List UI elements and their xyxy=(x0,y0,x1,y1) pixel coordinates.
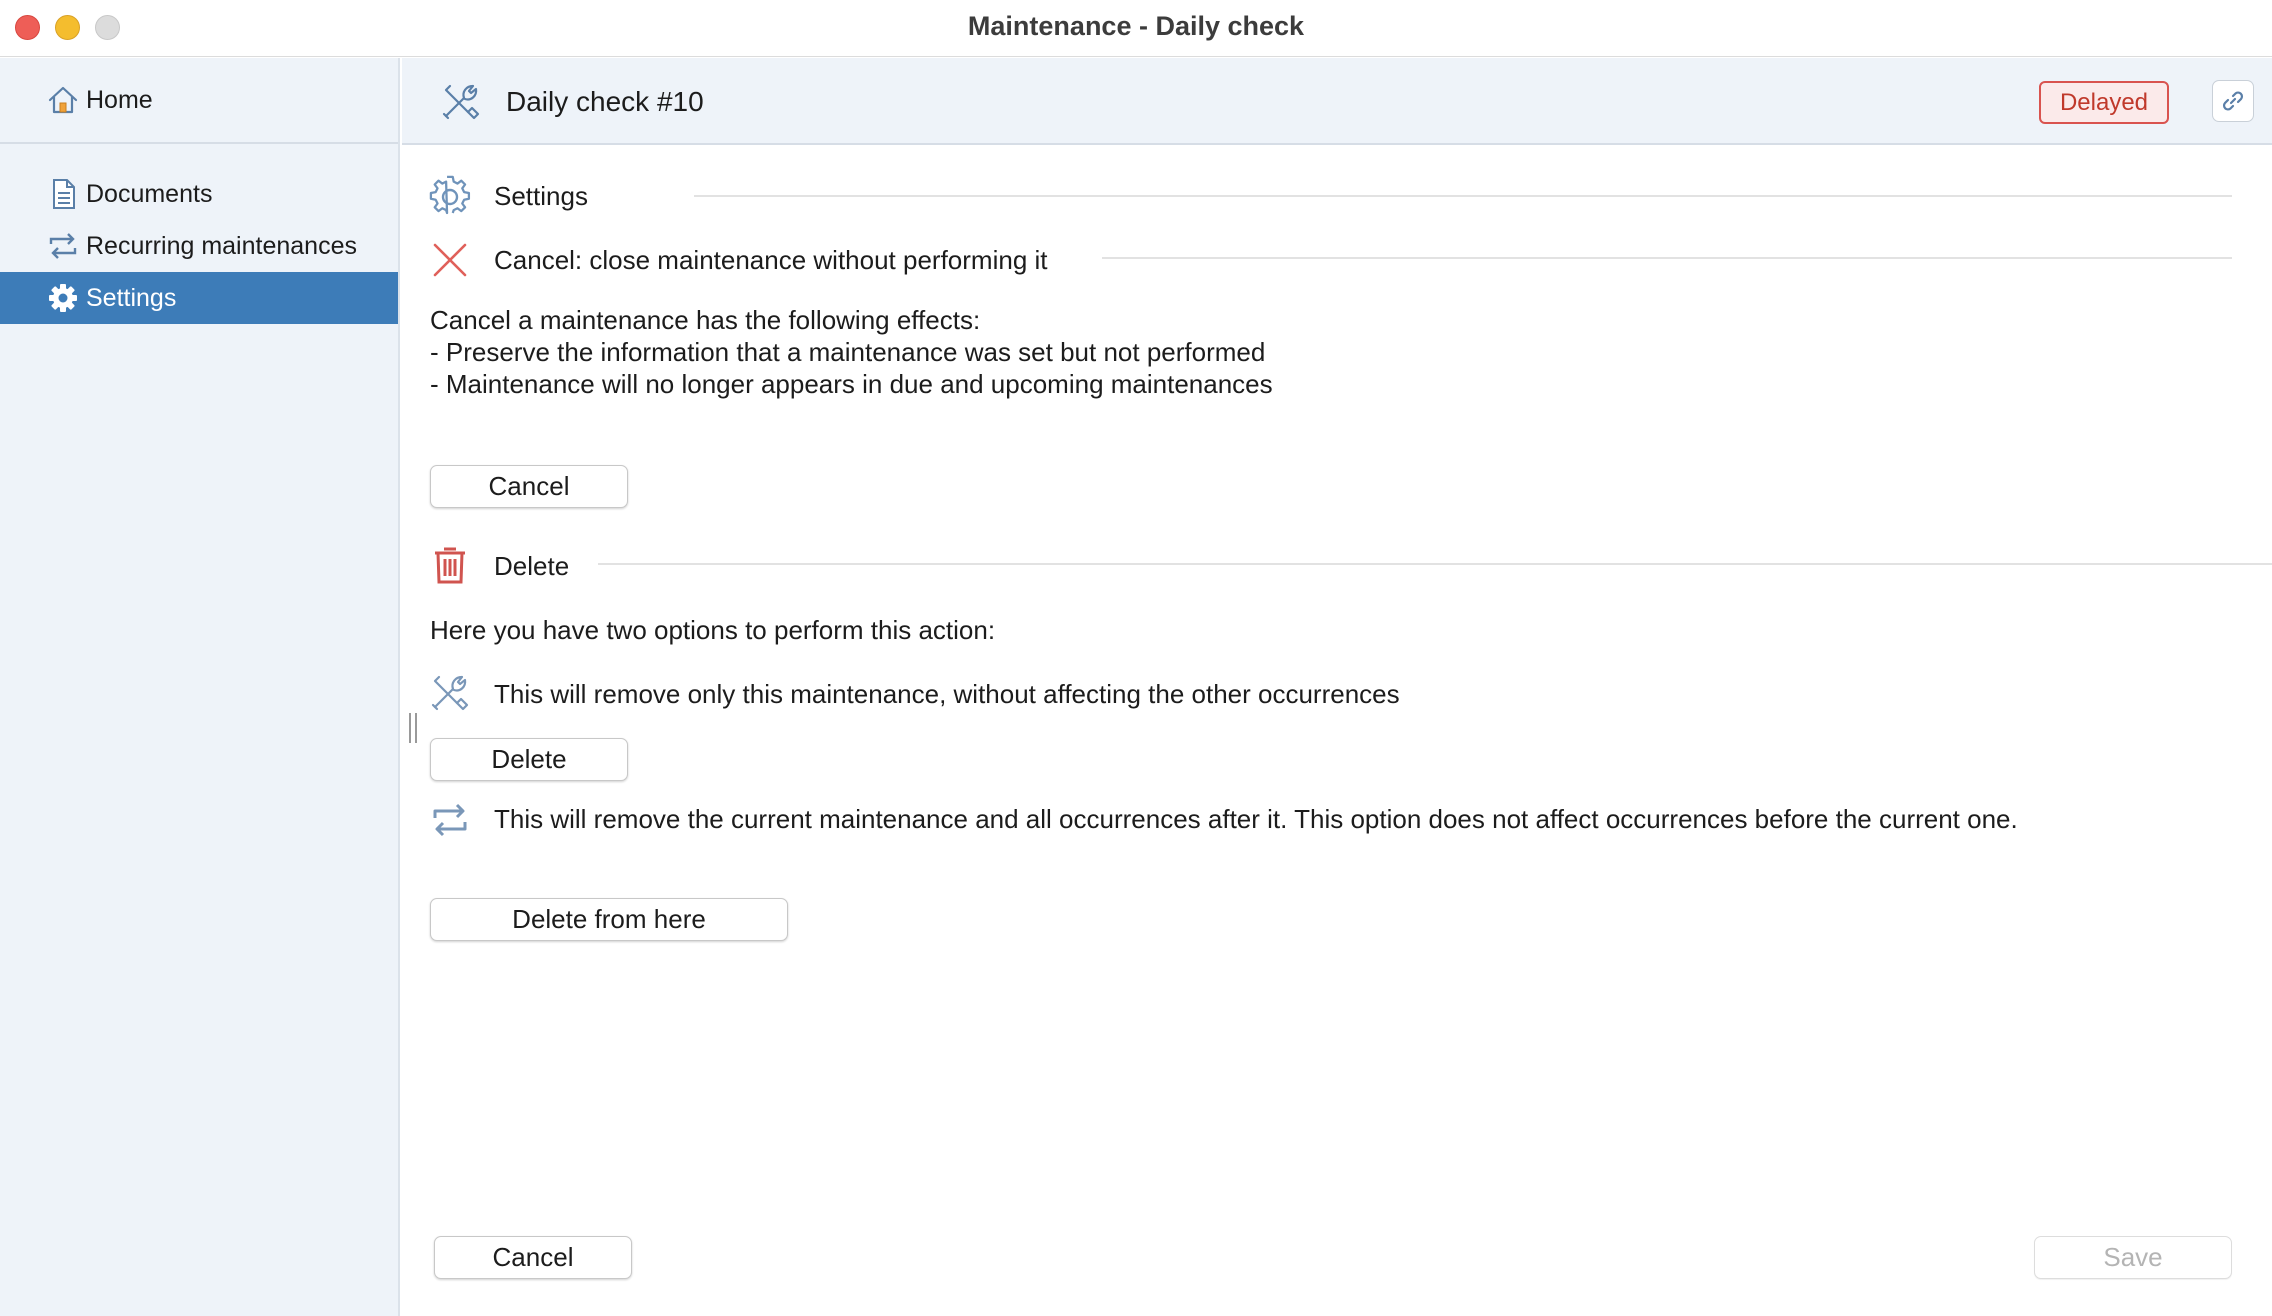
link-icon xyxy=(2220,88,2246,114)
tools-icon xyxy=(438,78,484,124)
section-divider xyxy=(694,195,2232,197)
save-button[interactable]: Save xyxy=(2034,1236,2232,1279)
sidebar-item-label: Home xyxy=(86,85,153,114)
status-badge: Delayed xyxy=(2039,81,2169,124)
section-divider xyxy=(598,563,2272,565)
close-icon xyxy=(429,239,471,281)
delete-intro: Here you have two options to perform this action: xyxy=(430,615,996,645)
section-title-settings: Settings xyxy=(494,181,588,211)
window-title: Maintenance - Daily check xyxy=(967,11,1305,41)
sidebar-item-home[interactable] xyxy=(0,74,398,126)
sidebar-item-documents[interactable] xyxy=(0,168,398,220)
delete-from-here-button[interactable]: Delete from here xyxy=(430,898,788,941)
sidebar xyxy=(0,58,400,1316)
content-header xyxy=(402,58,2272,145)
section-title-delete: Delete xyxy=(494,551,570,581)
sidebar-item-label: Documents xyxy=(86,179,213,208)
cancel-maintenance-button[interactable]: Cancel xyxy=(430,465,628,508)
gear-icon xyxy=(429,175,471,217)
cancel-description-line: - Maintenance will no longer appears in due and upcoming maintenances xyxy=(430,369,1273,399)
recurring-icon xyxy=(46,229,80,263)
footer-cancel-button[interactable]: Cancel xyxy=(434,1236,632,1279)
copy-link-button[interactable] xyxy=(2212,80,2254,122)
sidebar-home-section xyxy=(0,58,398,144)
maintenance-title: Daily check #10 xyxy=(506,86,704,117)
gear-icon xyxy=(46,281,80,315)
delete-single-description: This will remove only this maintenance, without affecting the other occurrences xyxy=(494,679,1400,709)
sidebar-item-label: Settings xyxy=(86,283,177,312)
home-icon xyxy=(46,83,80,117)
cancel-description-line: - Preserve the information that a maintenance was set but not performed xyxy=(430,337,1266,367)
sidebar-item-settings[interactable] xyxy=(0,272,398,324)
sidebar-item-label: Recurring maintenances xyxy=(86,231,357,260)
delete-from-here-description: This will remove the current maintenance and all occurrences after it. This option does not affect occurrences before the current one. xyxy=(494,804,2018,834)
sidebar-item-recurring-maintenances[interactable] xyxy=(0,220,398,272)
section-divider xyxy=(1102,257,2232,259)
title-bar xyxy=(0,0,2272,57)
trash-icon xyxy=(429,543,471,585)
recurring-icon xyxy=(429,799,471,841)
document-icon xyxy=(46,177,80,211)
section-title-cancel: Cancel: close maintenance without performing it xyxy=(494,245,1048,275)
tools-icon xyxy=(429,671,471,713)
delete-button[interactable]: Delete xyxy=(430,738,628,781)
cancel-description-line: Cancel a maintenance has the following effects: xyxy=(430,305,981,335)
settings-panel xyxy=(402,147,2272,1316)
